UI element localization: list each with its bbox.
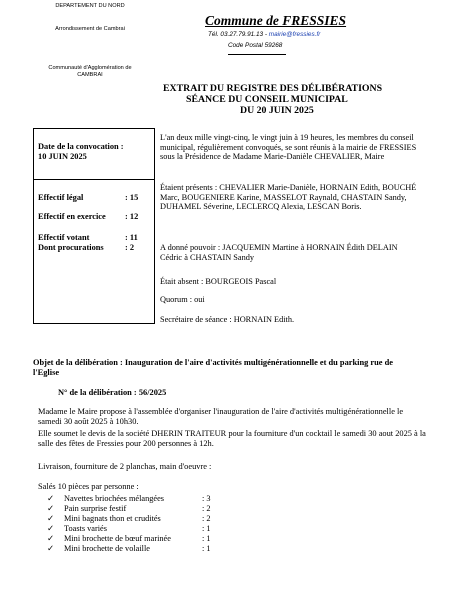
numero-deliberation: N° de la délibération : 56/2025 bbox=[58, 388, 167, 397]
item-label: Toasts variés bbox=[64, 524, 107, 533]
effectif-votant-label: Effectif votant bbox=[38, 233, 90, 242]
absent-line: Était absent : BOURGEOIS Pascal bbox=[160, 277, 277, 286]
sales-title: Salés 10 pièces par personne : bbox=[38, 482, 139, 491]
box-separator bbox=[33, 179, 155, 180]
check-icon: ✓ bbox=[47, 534, 54, 543]
item-label: Mini brochette de bœuf marinée bbox=[64, 534, 171, 543]
check-icon: ✓ bbox=[47, 514, 54, 523]
intro-paragraph: L'an deux mille vingt-cinq, le vingt juin à 19 heures, les membres du conseil municipal, régulièrement convoqués, se sont réunis à la mairie de FRESSIES sous la Présidence de Madame Marie-Danièle CHEVALIER, Maire bbox=[160, 133, 417, 162]
header-rule bbox=[228, 54, 286, 55]
item-quantity: : 2 bbox=[202, 504, 211, 513]
effectif-legal-label: Effectif légal bbox=[38, 193, 84, 202]
item-quantity: : 1 bbox=[202, 534, 211, 543]
communaute-label: Communauté d'Agglomération de CAMBRAI bbox=[48, 65, 132, 78]
livraison-line: Livraison, fourniture de 2 planchas, main d'oeuvre : bbox=[38, 462, 212, 471]
convocation-label: Date de la convocation : bbox=[38, 142, 124, 151]
email-link[interactable]: mairie@fressies.fr bbox=[268, 31, 321, 38]
check-icon: ✓ bbox=[47, 494, 54, 503]
paragraph-devis: Elle soumet le devis de la société DHERIN TRAITEUR pour la fourniture d'un cocktail le samedi 30 aout 2025 à la salle des fêtes de Fressies pour 200 personnes à 12h. bbox=[38, 429, 426, 448]
commune-title: Commune de FRESSIES bbox=[205, 13, 347, 28]
paragraph-proposition: Madame le Maire propose à l'assemblée d'organiser l'inauguration de l'aire d'activités multigénérationnelle le samedi 30 août 2025 à 10h30. bbox=[38, 407, 404, 426]
heading-line-1: EXTRAIT DU REGISTRE DES DÉLIBÉRATIONS bbox=[163, 83, 383, 94]
secretaire-line: Secrétaire de séance : HORNAIN Edith. bbox=[160, 315, 295, 324]
effectif-votant-value: : 11 bbox=[125, 233, 138, 242]
department-label: DEPARTEMENT DU NORD bbox=[55, 3, 125, 9]
item-label: Navettes briochées mélangées bbox=[64, 494, 164, 503]
objet-deliberation: Objet de la délibération : Inauguration de l'aire d'activités multigénérationnelle et du parking rue de l'Eglise bbox=[33, 358, 393, 377]
arrondissement-label: Arrondissement de Cambrai bbox=[55, 26, 125, 32]
heading-line-2: SÉANCE DU CONSEIL MUNICIPAL bbox=[186, 94, 348, 105]
phone-text: Tél. 03.27.79.91.13 - bbox=[208, 31, 267, 38]
item-label: Mini brochette de volaille bbox=[64, 544, 150, 553]
quorum-line: Quorum : oui bbox=[160, 295, 205, 304]
check-icon: ✓ bbox=[47, 524, 54, 533]
heading-line-3: DU 20 JUIN 2025 bbox=[240, 105, 314, 116]
convocation-date: 10 JUIN 2025 bbox=[38, 152, 87, 161]
contact-line bbox=[208, 31, 320, 38]
procurations-label: Dont procurations bbox=[38, 243, 104, 252]
effectif-exercice-label: Effectif en exercice bbox=[38, 212, 106, 221]
check-icon: ✓ bbox=[47, 544, 54, 553]
item-quantity: : 1 bbox=[202, 544, 211, 553]
pouvoir-paragraph: A donné pouvoir : JACQUEMIN Martine à HORNAIN Édith DELAIN Cédric à CHASTAIN Sandy bbox=[160, 243, 398, 262]
item-quantity: : 1 bbox=[202, 524, 211, 533]
procurations-value: : 2 bbox=[125, 243, 135, 252]
item-quantity: : 3 bbox=[202, 494, 211, 503]
effectif-legal-value: : 15 bbox=[125, 193, 139, 202]
item-quantity: : 2 bbox=[202, 514, 211, 523]
postal-code: Code Postal 59268 bbox=[228, 42, 283, 49]
item-label: Pain surprise festif bbox=[64, 504, 127, 513]
effectif-exercice-value: : 12 bbox=[125, 212, 139, 221]
presents-paragraph: Étaient présents : CHEVALIER Marie-Danièle, HORNAIN Edith, BOUCHÉ Marc, BOUGENIERE Karine, MASSELOT Raynald, CHASTAIN Sandy, DUHAMEL Séverine, LECLERCQ Alexia, LESCAN Boris. bbox=[160, 183, 417, 212]
check-icon: ✓ bbox=[47, 504, 54, 513]
item-label: Mini bagnats thon et crudités bbox=[64, 514, 161, 523]
